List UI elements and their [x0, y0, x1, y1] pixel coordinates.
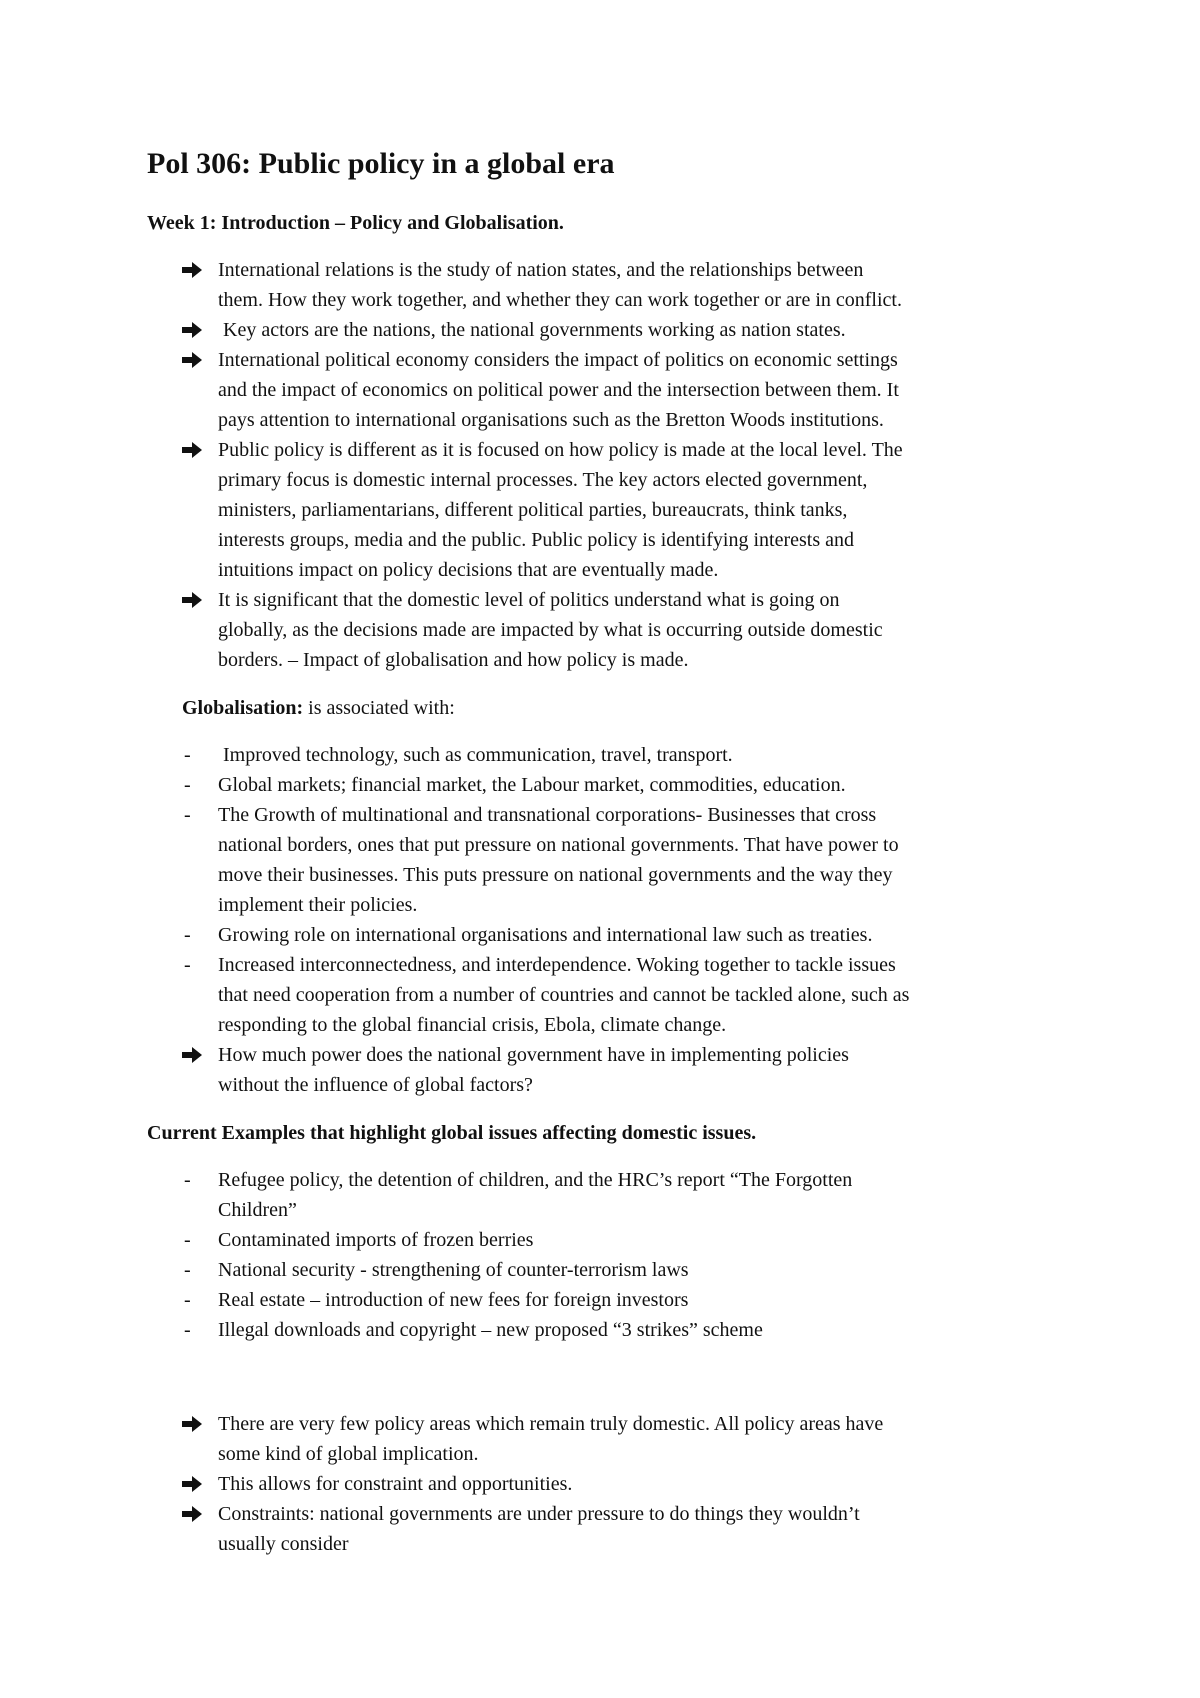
- list-item-text: International political economy considers the impact of politics on economic settings and the impact of economics on political power and the intersection between them. It pays attention to international organisations such as the Bretton Woods institutions.: [218, 349, 899, 431]
- arrow-icon: [182, 1499, 206, 1529]
- arrow-icon: [182, 255, 206, 285]
- list-item-text: Illegal downloads and copyright – new proposed “3 strikes” scheme: [218, 1319, 763, 1341]
- page-title: Pol 306: Public policy in a global era: [147, 147, 615, 180]
- list-item-text: Public policy is different as it is focused on how policy is made at the local level. The primary focus is domestic internal processes. The key actors elected government, ministers, parliamentarians, different political parties, bureaucrats, think tanks, interests groups, media and the public. Public policy is identifying interests and intuitions impact on policy decisions that are eventually made.: [218, 439, 903, 581]
- list-item-text: Contaminated imports of frozen berries: [218, 1229, 534, 1251]
- list-item-text: It is significant that the domestic level of politics understand what is going on globally, as the decisions made are impacted by what is occurring outside domestic borders. – Impact of globalisation and how policy is made.: [218, 589, 883, 671]
- dash-bullet: -: [184, 924, 191, 946]
- list-item-text: Improved technology, such as communication, travel, transport.: [218, 744, 733, 766]
- examples-heading: Current Examples that highlight global issues affecting domestic issues.: [147, 1122, 757, 1144]
- arrow-icon: [182, 345, 206, 375]
- dash-bullet: -: [184, 1259, 191, 1281]
- arrow-icon: [182, 1040, 206, 1070]
- arrow-icon: [182, 1409, 206, 1439]
- list-item-text: Key actors are the nations, the national governments working as nation states.: [218, 319, 846, 341]
- dash-bullet: -: [184, 804, 191, 826]
- dash-bullet: -: [184, 774, 191, 796]
- globalisation-label: Globalisation:: [182, 697, 304, 719]
- dash-bullet: -: [184, 954, 191, 976]
- arrow-icon: [182, 315, 206, 345]
- dash-bullet: -: [184, 1289, 191, 1311]
- dash-bullet: -: [184, 1319, 191, 1341]
- list-item-text: There are very few policy areas which remain truly domestic. All policy areas have some kind of global implication.: [218, 1413, 884, 1465]
- list-item-text: Real estate – introduction of new fees for foreign investors: [218, 1289, 689, 1311]
- arrow-icon: [182, 435, 206, 465]
- globalisation-text: is associated with:: [303, 697, 455, 719]
- dash-bullet: -: [184, 1229, 191, 1251]
- list-item-text: Growing role on international organisations and international law such as treaties.: [218, 924, 873, 946]
- arrow-icon: [182, 1469, 206, 1499]
- list-item-text: This allows for constraint and opportunities.: [218, 1473, 573, 1495]
- dash-bullet: -: [184, 1169, 191, 1191]
- list-item-text: Global markets; financial market, the Labour market, commodities, education.: [218, 774, 846, 796]
- list-item-text: Constraints: national governments are under pressure to do things they wouldn’t usually consider: [218, 1503, 860, 1555]
- list-item-text: International relations is the study of nation states, and the relationships between them. How they work together, and whether they can work together or are in conflict.: [218, 259, 902, 311]
- list-item-text: Refugee policy, the detention of children, and the HRC’s report “The Forgotten Children”: [218, 1169, 853, 1221]
- list-item-text: Increased interconnectedness, and interdependence. Woking together to tackle issues that need cooperation from a number of countries and cannot be tackled alone, such as responding to the global financial crisis, Ebola, climate change.: [218, 954, 910, 1036]
- arrow-icon: [182, 585, 206, 615]
- globalisation-line: [182, 693, 455, 723]
- list-item-text: The Growth of multinational and transnational corporations- Businesses that cross national borders, ones that put pressure on national governments. That have power to move their businesses. This puts pressure on national governments and the way they implement their policies.: [218, 804, 899, 916]
- dash-bullet: -: [184, 744, 191, 766]
- week-heading: Week 1: Introduction – Policy and Globalisation.: [147, 212, 564, 234]
- list-item-text: How much power does the national government have in implementing policies without the influence of global factors?: [218, 1044, 849, 1096]
- list-item-text: National security - strengthening of counter-terrorism laws: [218, 1259, 689, 1281]
